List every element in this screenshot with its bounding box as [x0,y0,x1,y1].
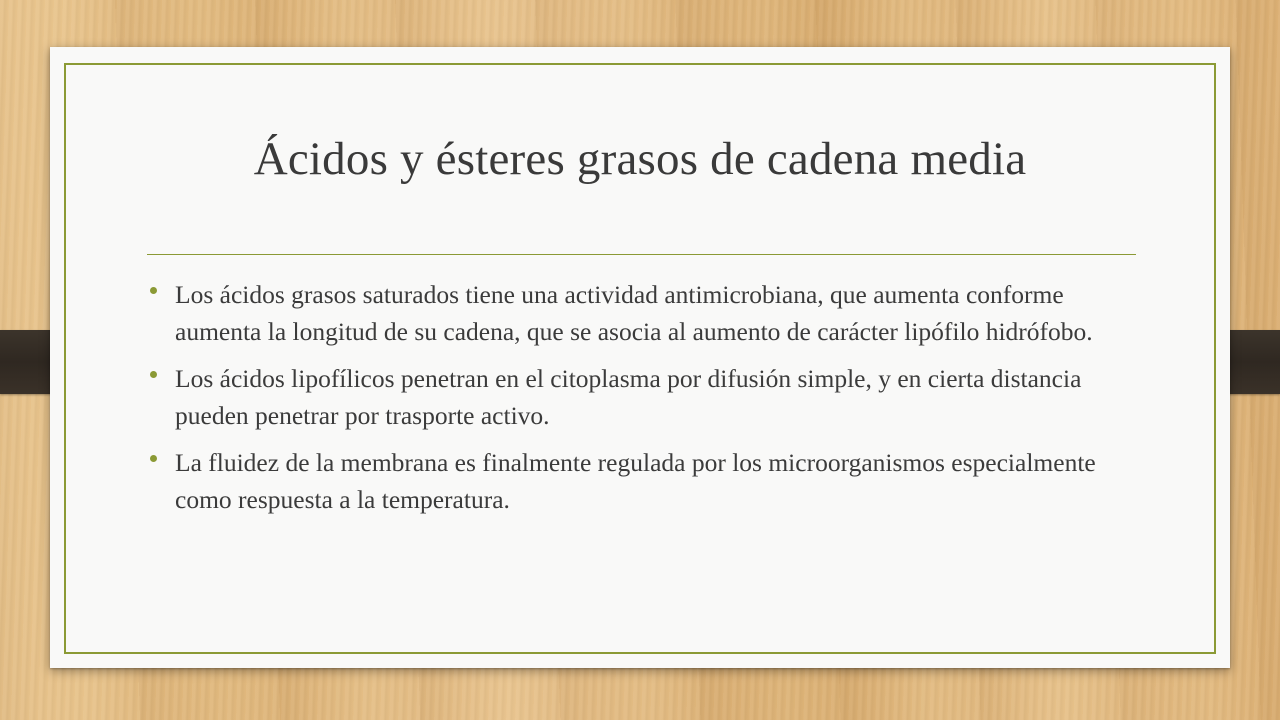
bullet-dot-icon [150,371,157,378]
bullet-text: La fluidez de la membrana es finalmente regulada por los microorganismos especialmente como respuesta a la temperatura. [175,448,1096,514]
bullet-list [148,276,1138,528]
bullet-item [148,444,1138,518]
title-divider [147,254,1136,255]
bullet-item [148,360,1138,434]
bullet-item [148,276,1138,350]
slide-title: Ácidos y ésteres grasos de cadena media [253,133,1027,185]
bullet-text: Los ácidos grasos saturados tiene una actividad antimicrobiana, que aumenta conforme aumenta la longitud de su cadena, que se asocia al aumento de carácter lipófilo hidrófobo. [175,280,1093,346]
bullet-text: Los ácidos lipofílicos penetran en el citoplasma por difusión simple, y en cierta distancia pueden penetrar por trasporte activo. [175,364,1082,430]
bullet-dot-icon [150,455,157,462]
bullet-dot-icon [150,287,157,294]
